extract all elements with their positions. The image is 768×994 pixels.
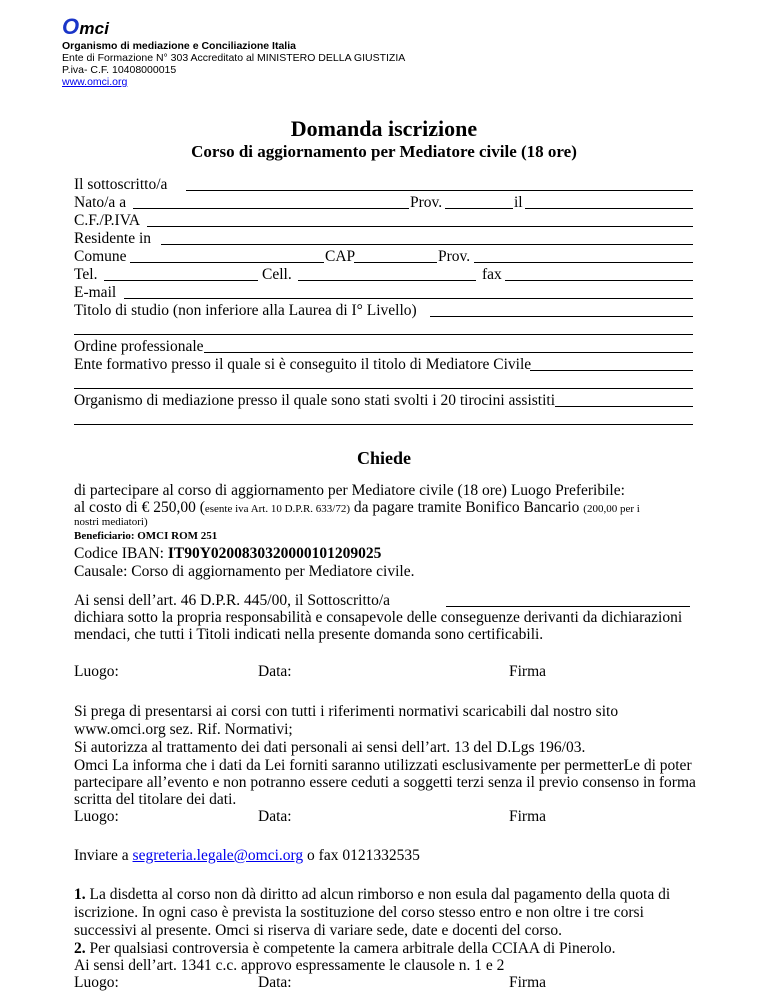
field-comune[interactable] [130, 262, 324, 263]
privacy-line6: scritta del titolare dei dati. [74, 791, 237, 808]
luogo-label-1: Luogo: [74, 663, 119, 680]
field-ente[interactable] [530, 370, 693, 371]
field-residente-label: Residente in [74, 230, 152, 247]
chiede-line1: di partecipare al corso di aggiornamento per Mediatore civile (18 ore) Luogo Preferibile: [74, 482, 625, 499]
field-ordine[interactable] [204, 352, 693, 353]
field-sottoscritto[interactable] [186, 190, 693, 191]
privacy-line2: www.omci.org sez. Rif. Normativi; [74, 721, 293, 738]
luogo-label-3: Luogo: [74, 975, 119, 991]
field-cap[interactable] [354, 262, 437, 263]
field-email-label: E-mail [74, 284, 117, 301]
field-titolo[interactable] [430, 316, 693, 317]
field-tel-label: Tel. [74, 266, 98, 283]
field-ordine-label: Ordine professionale [74, 338, 204, 355]
field-organismo-label: Organismo di mediazione presso il quale sono stati svolti i 20 tirocini assistiti [74, 392, 556, 409]
field-titolo-label: Titolo di studio (non inferiore alla Laurea di I° Livello) [74, 302, 417, 319]
privacy-line5: partecipare all’evento e non potranno essere ceduti a soggetti terzi senza il previo consenso in forma [74, 774, 696, 791]
omci-logo: Omci [62, 14, 110, 39]
approvo-clausole: Ai sensi dell’art. 1341 c.c. approvo espressamente le clausole n. 1 e 2 [74, 957, 505, 974]
field-cell-label: Cell. [262, 266, 292, 283]
field-titolo-cont[interactable] [74, 334, 693, 335]
chiede-heading: Chiede [357, 448, 411, 468]
header-accreditation: Ente di Formazione N° 303 Accreditato al MINISTERO DELLA GIUSTIZIA [62, 52, 406, 64]
iban-value: IT90Y0200830320000101209025 [167, 545, 382, 562]
field-prov-label: Prov. [410, 194, 443, 211]
field-cf[interactable] [147, 226, 693, 227]
org-name: Organismo di mediazione e Conciliazione Italia [62, 40, 296, 52]
firma-label-1: Firma [509, 663, 547, 680]
clausola-2: 2. Per qualsiasi controversia è competente la camera arbitrale della CCIAA di Pinerolo. [74, 940, 616, 957]
field-ente-cont[interactable] [74, 388, 693, 389]
iban-line: Codice IBAN: IT90Y0200830320000101209025 [74, 545, 382, 562]
field-prov[interactable] [445, 208, 513, 209]
header-website-line [62, 77, 127, 89]
field-data-nascita[interactable] [525, 208, 693, 209]
chiede-costo: al costo di € 250,00 (esente iva Art. 10 D.P.R. 633/72) da pagare tramite Bonifico Bancario (200,00 per i [74, 499, 640, 516]
data-label-2: Data: [258, 808, 292, 825]
field-tel[interactable] [104, 280, 258, 281]
privacy-line1: Si prega di presentarsi ai corsi con tutti i riferimenti normativi scaricabili dal nostro sito [74, 703, 619, 720]
page-title: Domanda iscrizione [290, 116, 478, 141]
field-email[interactable] [124, 298, 693, 299]
clausola-1-line1: 1. La disdetta al corso non dà diritto ad alcun rimborso e non esula dal pagamento della quota di [74, 886, 671, 903]
clausola-1-line2: iscrizione. In ogni caso è prevista la sostituzione del corso stesso entro e non oltre i tre corsi [74, 904, 644, 921]
field-fax[interactable] [505, 280, 693, 281]
dichiarazione-line1: Ai sensi dell’art. 46 D.P.R. 445/00, il Sottoscritto/a [74, 592, 391, 609]
beneficiario: Beneficiario: OMCI ROM 251 [74, 530, 218, 542]
luogo-label-2: Luogo: [74, 808, 119, 825]
causale: Causale: Corso di aggiornamento per Mediatore civile. [74, 563, 415, 580]
data-label-1: Data: [258, 663, 292, 680]
data-label-3: Data: [258, 975, 292, 991]
dichiarazione-line2: dichiara sotto la propria responsabilità e consapevole delle conseguenze derivanti da dichiarazioni [74, 609, 683, 626]
firma-label-3: Firma [509, 975, 547, 991]
header-piva: P.iva- C.F. 10408000015 [62, 64, 177, 76]
field-prov2[interactable] [474, 262, 693, 263]
field-cf-label: C.F./P.IVA [74, 212, 141, 229]
field-cap-label: CAP [325, 248, 356, 265]
email-link[interactable]: segreteria.legale@omci.org [132, 847, 304, 864]
dichiarazione-line3: mendaci, che tutti i Titoli indicati nella presente domanda sono certificabili. [74, 626, 544, 643]
field-fax-label: fax [482, 266, 502, 283]
field-sottoscritto-label: Il sottoscritto/a [74, 176, 168, 193]
field-comune-label: Comune [74, 248, 127, 265]
field-residente[interactable] [161, 244, 693, 245]
chiede-costo-cont: nostri mediatori) [74, 516, 148, 528]
firma-label-2: Firma [509, 808, 547, 825]
privacy-line4: Omci La informa che i dati da Lei forniti saranno utilizzati esclusivamente per permetterLe di poter [74, 757, 692, 774]
field-organismo[interactable] [555, 406, 693, 407]
privacy-line3: Si autorizza al trattamento dei dati personali ai sensi dell’art. 13 del D.Lgs 196/03. [74, 739, 586, 756]
field-nato-label: Nato/a a [74, 194, 127, 211]
website-link[interactable]: www.omci.org [62, 76, 128, 88]
page-subtitle: Corso di aggiornamento per Mediatore civile (18 ore) [191, 142, 577, 161]
inviare-line: Inviare a segreteria.legale@omci.org o fax 0121332535 [74, 847, 420, 864]
field-ente-label: Ente formativo presso il quale si è conseguito il titolo di Mediatore Civile [74, 356, 532, 373]
field-il-label: il [514, 194, 523, 211]
field-nato[interactable] [133, 208, 409, 209]
field-dichiarante[interactable] [446, 606, 690, 607]
field-organismo-cont[interactable] [74, 424, 693, 425]
field-cell[interactable] [298, 280, 476, 281]
clausola-1-line3: successivi al presente. Omci si riserva di variare sede, date e docenti del corso. [74, 922, 563, 939]
field-prov2-label: Prov. [438, 248, 471, 265]
